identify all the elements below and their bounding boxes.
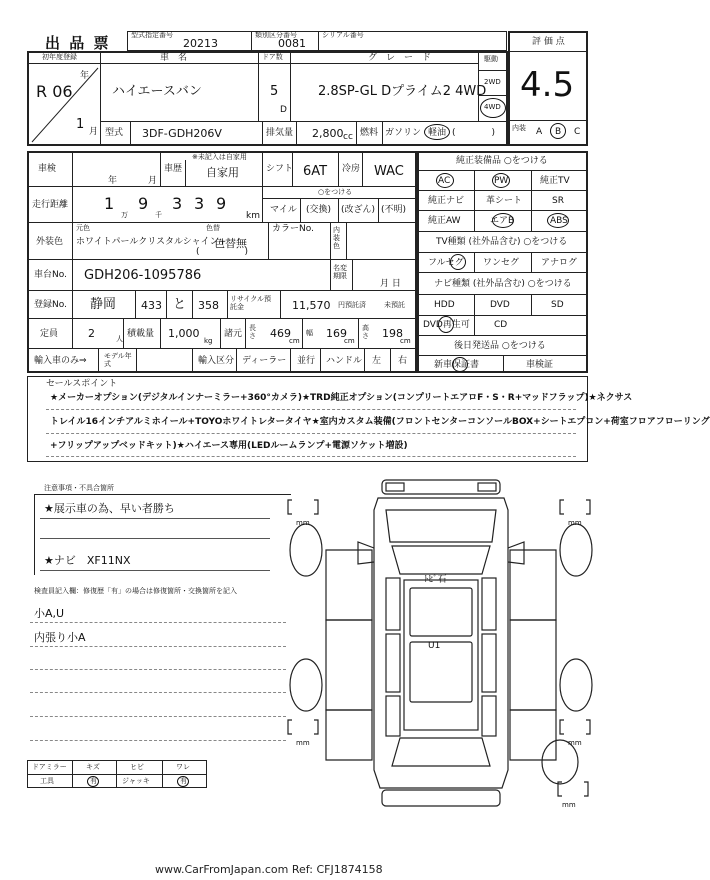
equip-pw: PW: [494, 176, 509, 186]
dims-label: 諸元: [224, 329, 243, 339]
km-unit: km: [246, 211, 260, 221]
handle-right: 右: [398, 356, 408, 366]
color-change-label: 色替: [206, 224, 220, 232]
damage-mark-stone-chip: ﾄﾋﾞ石: [424, 575, 447, 585]
interior-b: B: [555, 127, 562, 137]
height-label: 高さ: [362, 324, 369, 340]
import-class-label: 輸入区分: [198, 356, 235, 366]
interior-a: A: [536, 127, 543, 137]
damage-mark-u1: U1: [428, 641, 441, 651]
legend-tools-yes: 有: [90, 777, 97, 785]
mm-front-left: mm: [296, 519, 310, 527]
class-no: 0081: [278, 37, 306, 50]
color-code-label: カラーNo.: [272, 224, 314, 234]
equip-leather: 革シート: [486, 196, 523, 206]
bracket-rl-r: [314, 720, 318, 734]
shift-value: 6AT: [303, 164, 328, 179]
legend-jack-circle: [177, 776, 189, 787]
sales-line-1: ★メーカーオプション(デジタルインナーミラー+360°カメラ)★TRD純正オプション(コンプリートエアロF・S・R+マッドフラップ)★ネクサス: [50, 393, 633, 403]
shaken-month: 月: [148, 176, 158, 186]
tv-oneseg: ワンセグ: [483, 258, 520, 268]
color-change-value: 色替無: [214, 237, 247, 250]
mm-rear-left: mm: [296, 739, 310, 747]
mm-front-right: mm: [568, 519, 582, 527]
notes-line-3: ★ナビ XF11NX: [44, 554, 131, 567]
mileage-digit-3: 3: [172, 194, 183, 213]
model-no-label: 型式指定番号: [131, 31, 173, 39]
orig-color-value: ホワイトパールクリスタルシャイン+: [76, 237, 227, 247]
car-name-label: 車 名: [160, 53, 188, 63]
door-type: D: [280, 105, 287, 115]
car-name: ハイエースバン: [112, 84, 202, 99]
sales-line-3: +フリップアップベッドキット)★ハイエース専用(LEDルームランプ+電源ソケット増設): [50, 441, 408, 451]
length-value: 469: [270, 327, 291, 340]
door-left-rear: [326, 620, 372, 710]
mileage-digit-4: 3: [194, 194, 205, 213]
front-bumper: [382, 480, 500, 494]
mm-rear-right: mm: [568, 739, 582, 747]
window-left-2: [386, 634, 400, 692]
equip-airbag: エアB: [490, 216, 515, 226]
usage-note: ※未記入は自家用: [192, 153, 247, 161]
usage-value: 自家用: [206, 166, 239, 179]
tv-fullseg: フルセグ: [428, 258, 464, 268]
bracket-fr-l: [560, 500, 564, 514]
height-unit: cm: [400, 337, 411, 345]
width-value: 169: [326, 327, 347, 340]
man-unit: 万: [121, 211, 128, 219]
chassis-value: GDH206-1095786: [84, 268, 202, 283]
reg-kana: と: [173, 297, 187, 312]
equip-airbag-circle: [492, 213, 514, 228]
mileage-opt-unknown: (不明): [381, 205, 407, 215]
shaken-year: 年: [108, 176, 118, 186]
displacement-unit: cc: [343, 132, 353, 142]
sheet-title: 出 品 票: [45, 34, 111, 52]
after-warranty: 新車保証書: [434, 360, 480, 370]
handle-label: ハンドル: [326, 356, 363, 366]
recycle-unpaid: 未預託: [384, 301, 405, 309]
load-label: 積載量: [127, 329, 155, 339]
bracket-rr-r: [586, 720, 590, 734]
equip-ac: AC: [438, 176, 451, 186]
interior-label: 内装: [512, 124, 526, 132]
sales-line-2: トレイル16インチアルミホイール+TOYOホワイトレタータイヤ★室内カスタム装備(フロントセンターコンソールBOX+シートエプロン+荷室フロアフローリング: [50, 417, 710, 427]
doors-value: 5: [270, 84, 279, 99]
first-reg-month: 1: [76, 117, 85, 132]
rating-label: 評 価 点: [532, 37, 565, 47]
quarter-left: [326, 710, 372, 760]
serial-label: シリアル番号: [322, 31, 364, 39]
window-left-3: [386, 696, 400, 736]
car-diagram: [286, 470, 596, 820]
displacement-label: 排気量: [266, 128, 294, 138]
notes-line-1: ★展示車の為、早い者勝ち: [44, 502, 175, 515]
legend-tools-circle: [87, 776, 99, 787]
window-right-1: [482, 578, 496, 630]
equip-tv: 純正TV: [540, 176, 570, 186]
drive-4wd-circle: [480, 98, 506, 118]
reg-serial: 358: [198, 299, 219, 312]
name-change-label: 名変期限: [333, 264, 347, 281]
after-shaken: 車検証: [526, 360, 554, 370]
nav-dvd-play-circle: [438, 316, 454, 333]
equip-sr: SR: [552, 196, 564, 206]
bracket-rr-l: [560, 720, 564, 734]
front-lamp-left: [386, 483, 404, 491]
bracket-fr-r: [586, 500, 590, 514]
footer-watermark: www.CarFromJapan.com Ref: CFJ1874158: [155, 863, 383, 876]
front-lamp-right: [478, 483, 496, 491]
rating-value: 4.5: [520, 65, 575, 105]
legend-break: ワレ: [176, 763, 190, 771]
mileage-digit-2: 9: [138, 194, 149, 213]
door-right-front: [510, 550, 556, 620]
bracket-fl-r: [314, 500, 318, 514]
recycle-value: 11,570: [292, 299, 331, 312]
fuel-diesel-circle: [424, 124, 450, 140]
width-label: 幅: [306, 329, 313, 337]
grade-value: 2.8SP-GL Dプライム2 4WD: [318, 84, 487, 99]
chassis-label: 車台No.: [34, 270, 67, 280]
nav-dvd: DVD: [490, 300, 510, 310]
load-unit: kg: [204, 337, 213, 345]
fuel-label: 燃料: [360, 128, 379, 138]
shift-label: シフト: [266, 164, 294, 174]
roof-panel-2: [410, 642, 472, 702]
first-reg-era: R 06: [36, 82, 73, 101]
ac-label: 冷房: [342, 164, 361, 174]
equip-ac-circle: [436, 173, 454, 188]
tire-rear-right: [560, 659, 592, 711]
model-no: 20213: [183, 37, 218, 50]
mileage-circle-note: ○をつける: [318, 188, 353, 196]
orig-color-label: 元色: [76, 224, 90, 232]
tv-analog: アナログ: [541, 258, 578, 268]
model-label: 型式: [105, 128, 124, 138]
mileage-label: 走行距離: [32, 200, 69, 210]
nav-dvd-play: DVD再生可: [423, 320, 470, 330]
first-reg-label: 初年度登録: [42, 53, 77, 61]
fuel-gasoline: ガソリン: [385, 128, 422, 138]
mileage-opt-mile: マイル: [270, 205, 297, 215]
nav-cd: CD: [494, 320, 508, 330]
tv-label: TV種類 (社外品含む) ○をつける: [436, 237, 568, 247]
window-right-2: [482, 634, 496, 692]
year-unit: 年: [80, 71, 90, 81]
oem-label: 純正装備品 ○をつける: [456, 156, 548, 166]
legend-scratch: キズ: [86, 763, 100, 771]
mm-spare: mm: [562, 801, 576, 809]
ac-value: WAC: [374, 164, 404, 179]
class-no-label: 類別区分番号: [255, 31, 297, 39]
nav-sd: SD: [551, 300, 564, 310]
mileage-opt-exchange: (交換): [306, 205, 332, 215]
nav-hdd: HDD: [434, 300, 455, 310]
import-parallel: 並行: [297, 356, 316, 366]
equip-nav: 純正ナビ: [428, 196, 465, 206]
quarter-right: [510, 710, 556, 760]
sen-unit: 千: [155, 211, 162, 219]
import-label: 輸入車のみ⇒: [34, 356, 87, 366]
length-label: 長さ: [249, 324, 256, 340]
door-left-front: [326, 550, 372, 620]
height-value: 198: [382, 327, 403, 340]
color-change-paren: ( ): [196, 247, 249, 257]
length-unit: cm: [289, 337, 300, 345]
doors-label: ドア数: [262, 53, 283, 61]
reg-label: 登録No.: [34, 300, 67, 310]
tire-rear-left: [290, 659, 322, 711]
interior-color-label: 内装色: [333, 226, 340, 251]
tv-fullseg-circle: [450, 254, 466, 270]
drive-label: 駆動: [484, 55, 498, 63]
usage-label: 車歴: [164, 164, 183, 174]
hood: [386, 510, 496, 542]
legend-tools: 工具: [40, 777, 54, 785]
bracket-sp-r: [584, 782, 588, 796]
drive-4wd: 4WD: [484, 103, 501, 111]
recycle-unit: 円預託済: [338, 301, 366, 309]
handle-left: 左: [372, 356, 382, 366]
model-year-label: モデル年式: [104, 352, 132, 369]
recycle-label: リサイクル預託金: [230, 295, 272, 312]
equip-pw-circle: [492, 173, 510, 188]
reg-area: 静岡: [90, 297, 117, 312]
bracket-fl-l: [288, 500, 292, 514]
notes-label: 注意事項・不具合箇所: [44, 484, 114, 492]
capacity-label: 定員: [40, 329, 59, 339]
rear-window: [392, 738, 490, 766]
interior-c: C: [574, 127, 581, 137]
load-value: 1,000: [168, 327, 200, 340]
equip-abs-circle: [547, 213, 569, 228]
mileage-digit-1: 1: [104, 194, 115, 213]
model-value: 3DF-GDH206V: [142, 127, 222, 140]
tire-front-right: [560, 524, 592, 576]
legend-crack: ヒビ: [130, 763, 144, 771]
name-change-unit: 月 日: [380, 279, 401, 289]
bracket-rl-l: [288, 720, 292, 734]
inspector-line-2: 内張り小A: [34, 631, 86, 644]
capacity-value: 2: [88, 327, 95, 340]
drive-2wd: 2WD: [484, 78, 501, 86]
mileage-opt-tamper: (改ざん): [341, 205, 376, 215]
equip-aw: 純正AW: [428, 216, 461, 226]
after-warranty-circle: [452, 357, 468, 372]
mileage-digit-5: 9: [216, 194, 227, 213]
door-right-rear: [510, 620, 556, 710]
legend-jack: ジャッキ: [122, 777, 150, 785]
inspector-line-1: 小A,U: [34, 607, 65, 620]
window-right-3: [482, 696, 496, 736]
capacity-unit: 人: [116, 335, 123, 343]
import-dealer: ディーラー: [242, 356, 287, 366]
color-label: 外装色: [36, 237, 64, 247]
displacement-value: 2,800: [312, 127, 344, 140]
grade-label: グ レ ー ド: [368, 53, 432, 63]
roof-panel-1: [410, 588, 472, 636]
width-unit: cm: [344, 337, 355, 345]
legend-door-mirror: ドアミラー: [32, 763, 67, 771]
fuel-diesel: 軽油: [428, 128, 447, 138]
inspector-label: 検査員記入欄：修復歴「有」の場合は修復箇所・交換箇所を記入: [34, 587, 237, 595]
shaken-label: 車検: [38, 164, 57, 174]
after-label: 後日発送品 ○をつける: [454, 341, 546, 351]
tire-front-left: [290, 524, 322, 576]
rear-bumper: [382, 790, 500, 806]
windshield: [392, 546, 490, 574]
legend-jack-yes: 有: [180, 777, 187, 785]
nav-label: ナビ種類 (社外品含む) ○をつける: [434, 279, 572, 289]
equip-abs: ABS: [550, 216, 568, 226]
month-unit: 月: [89, 127, 99, 137]
window-left-1: [386, 578, 400, 630]
reg-num: 433: [141, 299, 162, 312]
roof: [404, 580, 478, 730]
fuel-paren: ( ): [452, 128, 496, 138]
sales-label: セールスポイント: [46, 379, 118, 389]
interior-b-circle: [550, 123, 566, 139]
